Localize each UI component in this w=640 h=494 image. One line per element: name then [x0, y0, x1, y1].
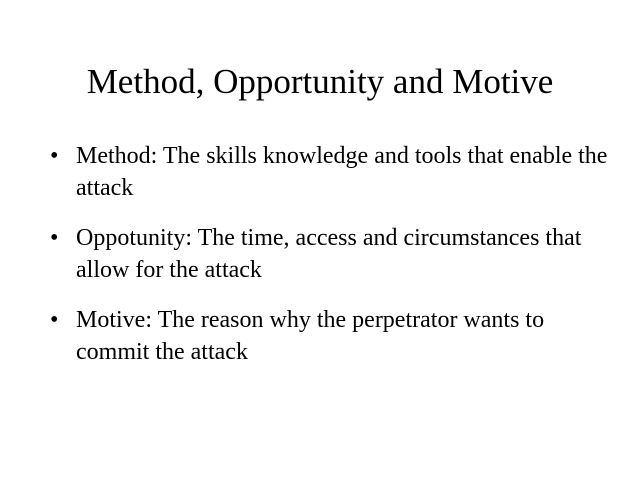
bullet-item-method	[48, 140, 608, 204]
bullet-text-opportunity: Oppotunity: The time, access and circumstances that allow for the attack	[76, 225, 582, 283]
bullet-text-method: Method: The skills knowledge and tools that enable the attack	[76, 143, 608, 201]
bullet-text-motive: Motive: The reason why the perpetrator wants to commit the attack	[76, 307, 545, 365]
bullet-item-opportunity	[48, 222, 608, 286]
bullet-dot-icon: •	[50, 143, 59, 169]
bullet-dot-icon: •	[50, 307, 59, 333]
slide-title: Method, Opportunity and Motive	[86, 62, 554, 101]
bullet-dot-icon: •	[50, 225, 59, 251]
bullet-list	[48, 140, 608, 386]
bullet-item-motive	[48, 304, 608, 368]
